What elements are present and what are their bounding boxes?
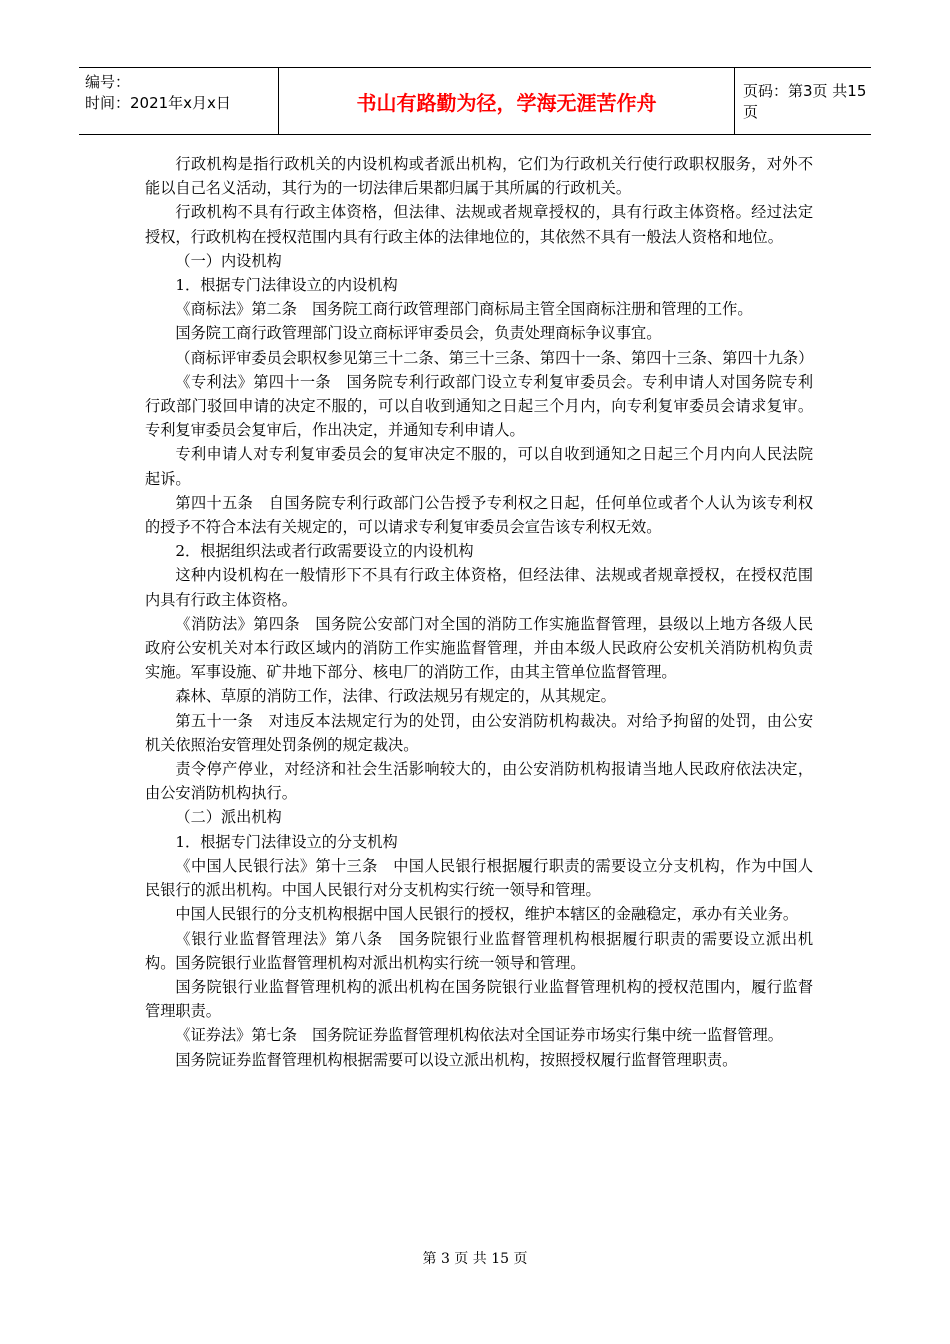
paragraph: 行政机构是指行政机关的内设机构或者派出机构，它们为行政机关行使行政职权服务，对外不能以自己名义活动，其行为的一切法律后果都归属于其所属的行政机关。 [145,155,813,198]
page-header [79,67,871,135]
paragraph: 专利申请人对专利复审委员会的复审决定不服的，可以自收到通知之日起三个月内向人民法院起诉。 [145,445,813,488]
paragraph: 国务院证券监督管理机构根据需要可以设立派出机构，按照授权履行监督管理职责。 [175,1050,738,1069]
subsection-heading: 1．根据专门法律设立的内设机构 [175,276,398,295]
paragraph: 《中国人民银行法》第十三条 中国人民银行根据履行职责的需要设立分支机构，作为中国人民银行的派出机构。中国人民银行对分支机构实行统一领导和管理。 [145,856,813,900]
page-footer: 第 3 页 共 15 页 [422,1251,528,1267]
document-date: 时间：2021年x月x日 [85,94,231,112]
paragraph: 责令停产停业，对经济和社会生活影响较大的，由公安消防机构报请当地人民政府依法决定，由公安消防机构执行。 [145,760,813,803]
section-heading: （一）内设机构 [175,251,282,270]
paragraph: （商标评审委员会职权参见第三十二条、第三十三条、第四十一条、第四十三条、第四十九条） [175,348,814,367]
paragraph: 第五十一条 对违反本法规定行为的处罚，由公安消防机构裁决。对给予拘留的处罚，由公安机关依照治安管理处罚条例的规定裁决。 [145,711,813,754]
paragraph: 《专利法》第四十一条 国务院专利行政部门设立专利复审委员会。专利申请人对国务院专利行政部门驳回申请的决定不服的，可以自收到通知之日起三个月内，向专利复审委员会请求复审。专利复审委员会复审后，作出决定，并通知专利申请人。 [145,372,813,440]
document-body [145,152,813,1072]
paragraph: 中国人民银行的分支机构根据中国人民银行的授权，维护本辖区的金融稳定，承办有关业务。 [175,905,799,924]
paragraph: 《商标法》第二条 国务院工商行政管理部门商标局主管全国商标注册和管理的工作。 [175,300,753,319]
subsection-heading: 1．根据专门法律设立的分支机构 [175,832,398,851]
paragraph: 《银行业监督管理法》第八条 国务院银行业监督管理机构根据履行职责的需要设立派出机构。国务院银行业监督管理机构对派出机构实行统一领导和管理。 [145,929,813,972]
paragraph: 《证券法》第七条 国务院证券监督管理机构依法对全国证券市场实行集中统一监督管理。 [175,1026,783,1045]
header-page-info: 页码：第3页 共15页 [743,82,867,121]
document-number-label: 编号： [85,73,131,91]
paragraph: 国务院工商行政管理部门设立商标评审委员会，负责处理商标争议事宜。 [175,324,662,343]
paragraph: 第四十五条 自国务院专利行政部门公告授予专利权之日起，任何单位或者个人认为该专利权的授予不符合本法有关规定的，可以请求专利复审委员会宣告该专利权无效。 [145,493,813,537]
subsection-heading: 2．根据组织法或者行政需要设立的内设机构 [175,542,474,561]
paragraph: 森林、草原的消防工作，法律、行政法规另有规定的，从其规定。 [175,687,616,706]
paragraph: 这种内设机构在一般情形下不具有行政主体资格，但经法律、法规或者规章授权，在授权范围内具有行政主体资格。 [145,566,813,609]
paragraph: 行政机构不具有行政主体资格，但法律、法规或者规章授权的，具有行政主体资格。经过法定授权，行政机构在授权范围内具有行政主体的法律地位的，其依然不具有一般法人资格和地位。 [145,203,813,246]
paragraph: 《消防法》第四条 国务院公安部门对全国的消防工作实施监督管理，县级以上地方各级人民政府公安机关对本行政区域内的消防工作实施监督管理，并由本级人民政府公安机关消防机构负责实施。军事设施、矿井地下部分、核电厂的消防工作，由其主管单位监督管理。 [145,614,813,682]
header-motto: 书山有路勤为径，学海无涯苦作舟 [279,68,735,134]
paragraph: 国务院银行业监督管理机构的派出机构在国务院银行业监督管理机构的授权范围内，履行监督管理职责。 [145,977,813,1021]
header-meta [79,68,279,134]
section-heading: （二）派出机构 [175,808,282,827]
